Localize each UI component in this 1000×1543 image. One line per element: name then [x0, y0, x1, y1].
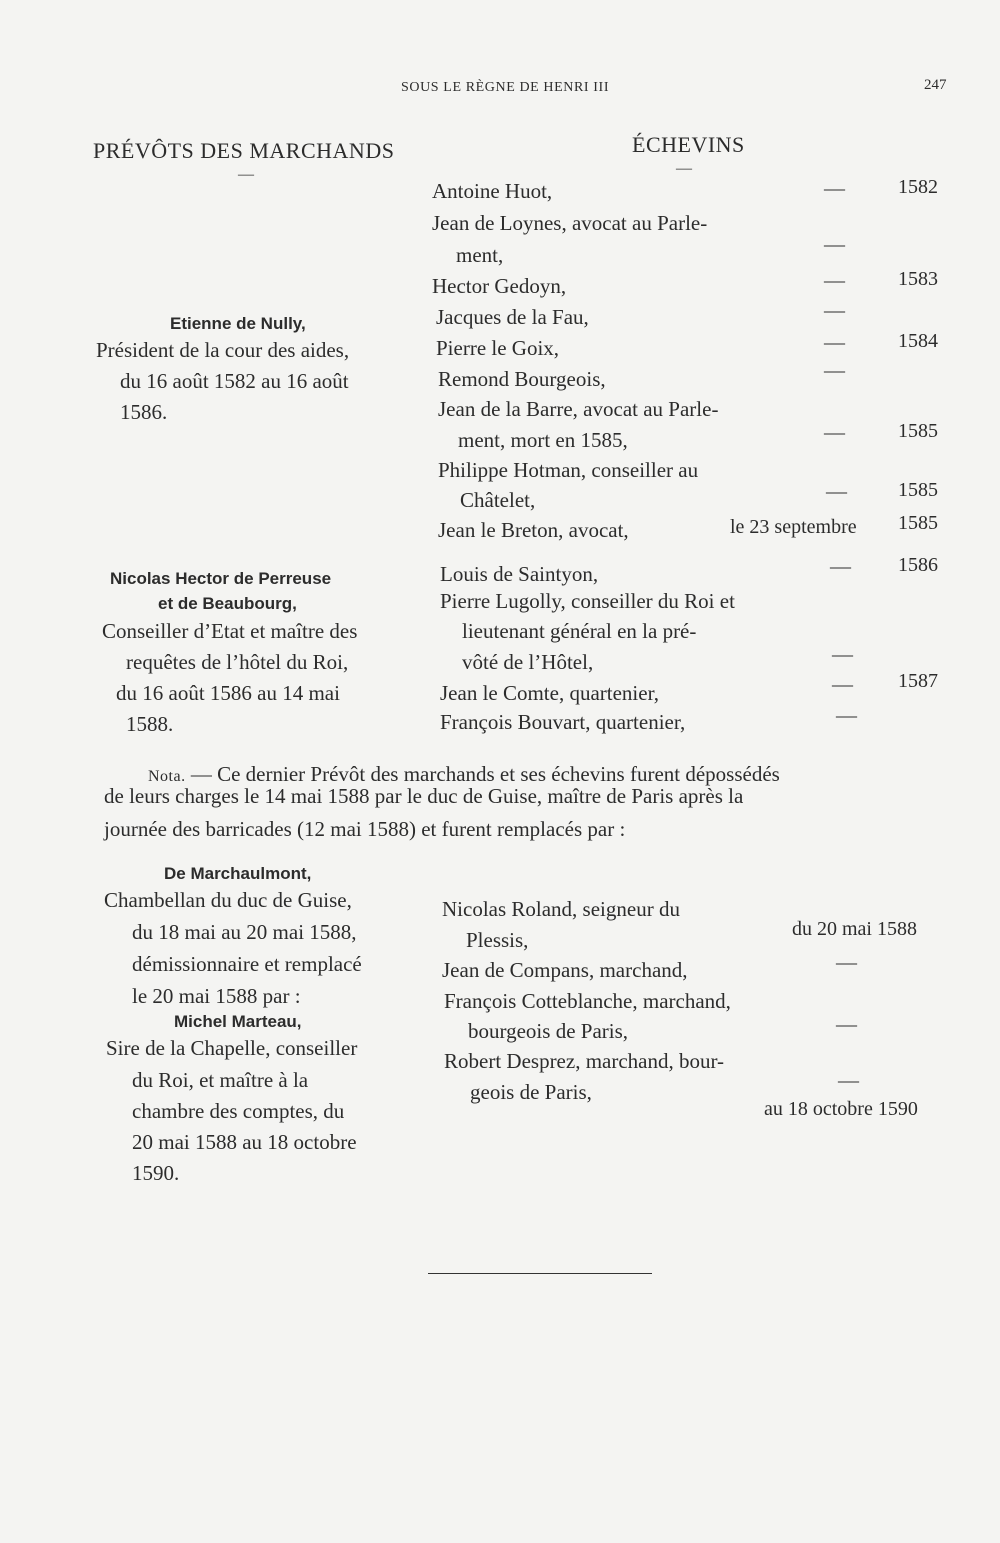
prevot-name: Nicolas Hector de Perreuse	[110, 569, 332, 588]
echevin-line: Jean de Compans, marchand,	[442, 958, 688, 982]
echevin-line: Philippe Hotman, conseiller au	[438, 458, 699, 482]
nota-label: Nota.	[148, 768, 186, 785]
echevin-line: Jean le Breton, avocat,	[438, 518, 629, 542]
echevin-year: 1587	[898, 670, 938, 692]
prevot-name: et de Beaubourg,	[158, 594, 297, 613]
echevin-dash: —	[830, 554, 851, 578]
echevin-dash: —	[824, 420, 845, 444]
echevin-dash: —	[832, 642, 853, 666]
prevot-desc-line: Chambellan du duc de Guise,	[104, 888, 352, 912]
echevin-line: bourgeois de Paris,	[468, 1019, 629, 1043]
echevin-year: 1584	[898, 330, 938, 352]
echevin-dash: —	[824, 176, 845, 200]
prevot-desc-line: Président de la cour des aides,	[96, 338, 350, 362]
echevin-line: Plessis,	[466, 928, 529, 952]
running-title: SOUS LE RÈGNE DE HENRI III	[401, 80, 610, 95]
echevin-line: Nicolas Roland, seigneur du	[442, 897, 680, 921]
echevin-year: 1585	[898, 479, 938, 501]
prevot-desc-line: 1588.	[126, 712, 174, 736]
echevin-line: Antoine Huot,	[432, 179, 553, 203]
prevot-desc-line: démissionnaire et remplacé	[132, 952, 362, 976]
echevin-line: François Bouvart, quartenier,	[440, 710, 686, 734]
nota-text: — Ce dernier Prévôt des marchands et ses échevins furent dépossédés	[190, 762, 780, 786]
echevin-dash: —	[832, 672, 853, 696]
echevin-line: Louis de Saintyon,	[440, 562, 599, 586]
echevin-line: Châtelet,	[460, 488, 536, 512]
prevot-desc-line: le 20 mai 1588 par :	[132, 984, 301, 1008]
echevin-line: ment, mort en 1585,	[458, 428, 628, 452]
echevin-dash: —	[824, 298, 845, 322]
nota-line: de leurs charges le 14 mai 1588 par le duc de Guise, maître de Paris après la	[104, 784, 744, 808]
echevins-heading: ÉCHEVINS	[632, 132, 745, 157]
prevot-desc-line: requêtes de l’hôtel du Roi,	[126, 650, 349, 674]
end-rule	[428, 1273, 652, 1274]
echevin-line: Jean le Comte, quartenier,	[440, 681, 659, 705]
prevot-desc-line: 1586.	[120, 400, 168, 424]
echevin-line: Jean de Loynes, avocat au Parle-	[432, 211, 708, 235]
echevin-year: 1585	[898, 420, 938, 442]
echevin-dash: —	[824, 330, 845, 354]
echevin-line: Jean de la Barre, avocat au Parle-	[438, 397, 719, 421]
closing-date: au 18 octobre 1590	[764, 1098, 918, 1120]
echevin-line: vôté de l’Hôtel,	[462, 650, 594, 674]
echevin-dash: —	[838, 1068, 859, 1092]
prevot-desc-line: 20 mai 1588 au 18 octobre	[132, 1130, 357, 1154]
echevin-year: 1583	[898, 268, 938, 290]
prevot-name: Michel Marteau,	[174, 1012, 302, 1031]
echevin-line: Robert Desprez, marchand, bour-	[444, 1049, 725, 1073]
echevin-line: lieutenant général en la pré-	[462, 619, 697, 643]
echevin-line: Pierre Lugolly, conseiller du Roi et	[440, 589, 735, 613]
nota-line: journée des barricades (12 mai 1588) et furent remplacés par :	[104, 817, 626, 841]
prevot-desc-line: du Roi, et maître à la	[132, 1068, 309, 1092]
echevin-dash: —	[836, 950, 857, 974]
prevot-name: De Marchaulmont,	[164, 864, 312, 883]
echevin-dash: —	[824, 232, 845, 256]
echevins-heading-dash: —	[676, 160, 692, 177]
echevin-line: ment,	[456, 243, 504, 267]
echevin-line: Remond Bourgeois,	[438, 367, 606, 391]
echevin-line: François Cotteblanche, marchand,	[444, 989, 731, 1013]
prevot-desc-line: Conseiller d’Etat et maître des	[102, 619, 358, 643]
echevin-dash: —	[836, 703, 857, 727]
echevin-line: Hector Gedoyn,	[432, 274, 567, 298]
echevin-year: 1586	[898, 554, 938, 576]
echevin-dash: —	[836, 1012, 857, 1036]
prevot-name: Etienne de Nully,	[170, 314, 306, 333]
echevin-year: 1582	[898, 176, 938, 198]
prevot-desc-line: Sire de la Chapelle, conseiller	[106, 1036, 358, 1060]
prevot-desc-line: 1590.	[132, 1161, 180, 1185]
echevin-line: Jacques de la Fau,	[436, 305, 589, 329]
echevin-dash: —	[826, 479, 847, 503]
echevin-year: 1585	[898, 512, 938, 534]
prevot-desc-line: du 18 mai au 20 mai 1588,	[132, 920, 357, 944]
echevin-date: le 23 septembre	[730, 516, 857, 538]
prevots-heading-dash: —	[238, 166, 254, 183]
echevin-dash: —	[824, 268, 845, 292]
echevin-line: geois de Paris,	[470, 1080, 592, 1104]
page-number: 247	[924, 77, 947, 93]
prevot-desc-line: du 16 août 1582 au 16 août	[120, 369, 349, 393]
echevin-dash: —	[824, 358, 845, 382]
echevin-line: Pierre le Goix,	[436, 336, 560, 360]
prevot-desc-line: chambre des comptes, du	[132, 1099, 345, 1123]
prevot-desc-line: du 16 août 1586 au 14 mai	[116, 681, 340, 705]
echevin-date: du 20 mai 1588	[792, 918, 917, 940]
prevots-heading: PRÉVÔTS DES MARCHANDS	[93, 138, 395, 163]
